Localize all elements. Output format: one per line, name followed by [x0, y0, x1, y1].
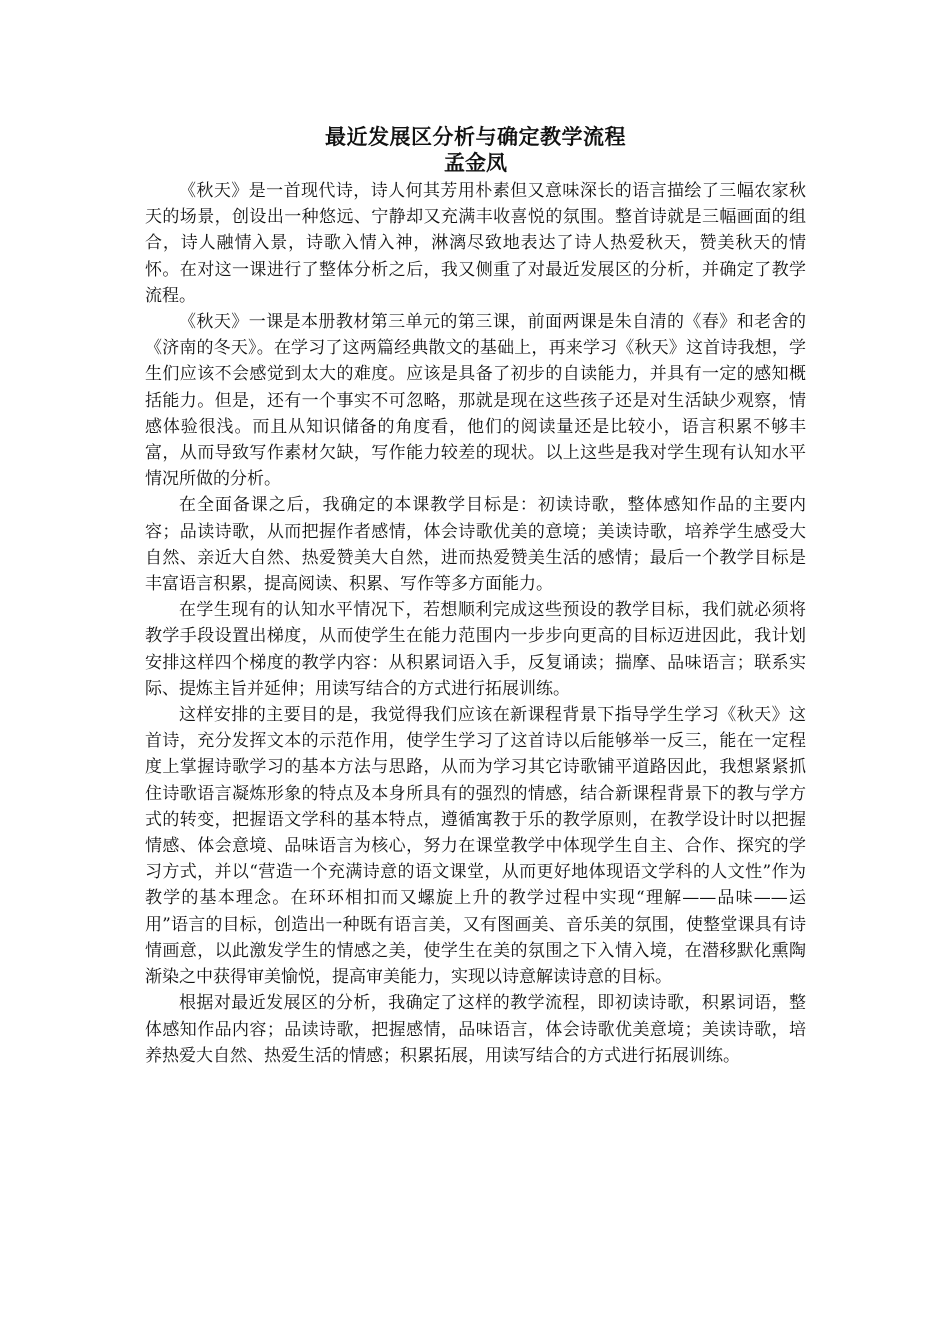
document-author: 孟金凤 [444, 151, 507, 175]
document-title: 最近发展区分析与确定教学流程 [325, 125, 626, 149]
paragraph-5: 这样安排的主要目的是，我觉得我们应该在新课程背景下指导学生学习《秋天》这首诗，充分发挥文本的示范作用，使学生学习了这首诗以后能够举一反三，能在一定程度上掌握诗歌学习的基本方法与思路，从而为学习其它诗歌铺平道路因此，我想紧紧抓住诗歌语言凝炼形象的特点及本身所具有的强烈的情感，结合新课程背景下的教与学方式的转变，把握语文学科的基本特点，遵循寓教于乐的教学原则，在教学设计时以把握情感、体会意境、品味语言为核心，努力在课堂教学中体现学生自主、合作、探究的学习方式，并以“营造一个充满诗意的语文课堂，从而更好地体现语文学科的人文性”作为教学的基本理念。在环环相扣而又螺旋上升的教学过程中实现“理解——品味——运用”语言的目标，创造出一种既有语言美，又有图画美、音乐美的氛围，使整堂课具有诗情画意，以此激发学生的情感之美，使学生在美的氛围之下入情入境，在潜移默化熏陶渐染之中获得审美愉悦，提高审美能力，实现以诗意解读诗意的目标。 [145, 705, 806, 988]
paragraph-3: 在全面备课之后，我确定的本课教学目标是：初读诗歌，整体感知作品的主要内容；品读诗歌，从而把握作者感情，体会诗歌优美的意境；美读诗歌，培养学生感受大自然、亲近大自然、热爱赞美大自然，进而热爱赞美生活的感情；最后一个教学目标是丰富语言积累，提高阅读、积累、写作等多方面能力。 [145, 495, 806, 595]
paragraph-1: 《秋天》是一首现代诗，诗人何其芳用朴素但又意味深长的语言描绘了三幅农家秋天的场景，创设出一种悠远、宁静却又充满丰收喜悦的氛围。整首诗就是三幅画面的组合，诗人融情入景，诗歌入情入神，淋漓尽致地表达了诗人热爱秋天，赞美秋天的情怀。在对这一课进行了整体分析之后，我又侧重了对最近发展区的分析，并确定了教学流程。 [145, 181, 806, 306]
paragraph-2: 《秋天》一课是本册教材第三单元的第三课，前面两课是朱自清的《春》和老舍的《济南的冬天》。在学习了这两篇经典散文的基础上，再来学习《秋天》这首诗我想，学生们应该不会感觉到太大的难度。应该是具备了初步的自读能力，并具有一定的感知概括能力。但是，还有一个事实不可忽略，那就是现在这些孩子还是对生活缺少观察，情感体验很浅。而且从知识储备的角度看，他们的阅读量还是比较小，语言积累不够丰富，从而导致写作素材欠缺，写作能力较差的现状。以上这些是我对学生现有认知水平情况所做的分析。 [145, 312, 806, 490]
document-body [145, 124, 806, 1069]
paragraph-6: 根据对最近发展区的分析，我确定了这样的教学流程，即初读诗歌，积累词语，整体感知作品内容；品读诗歌，把握感情，品味语言，体会诗歌优美意境；美读诗歌，培养热爱大自然、热爱生活的情感；积累拓展，用读写结合的方式进行拓展训练。 [145, 993, 806, 1066]
paragraph-4: 在学生现有的认知水平情况下，若想顺利完成这些预设的教学目标，我们就必须将教学手段设置出梯度，从而使学生在能力范围内一步步向更高的目标迈进因此，我计划安排这样四个梯度的教学内容：从积累词语入手，反复诵读；揣摩、品味语言；联系实际、提炼主旨并延伸；用读写结合的方式进行拓展训练。 [145, 600, 806, 699]
